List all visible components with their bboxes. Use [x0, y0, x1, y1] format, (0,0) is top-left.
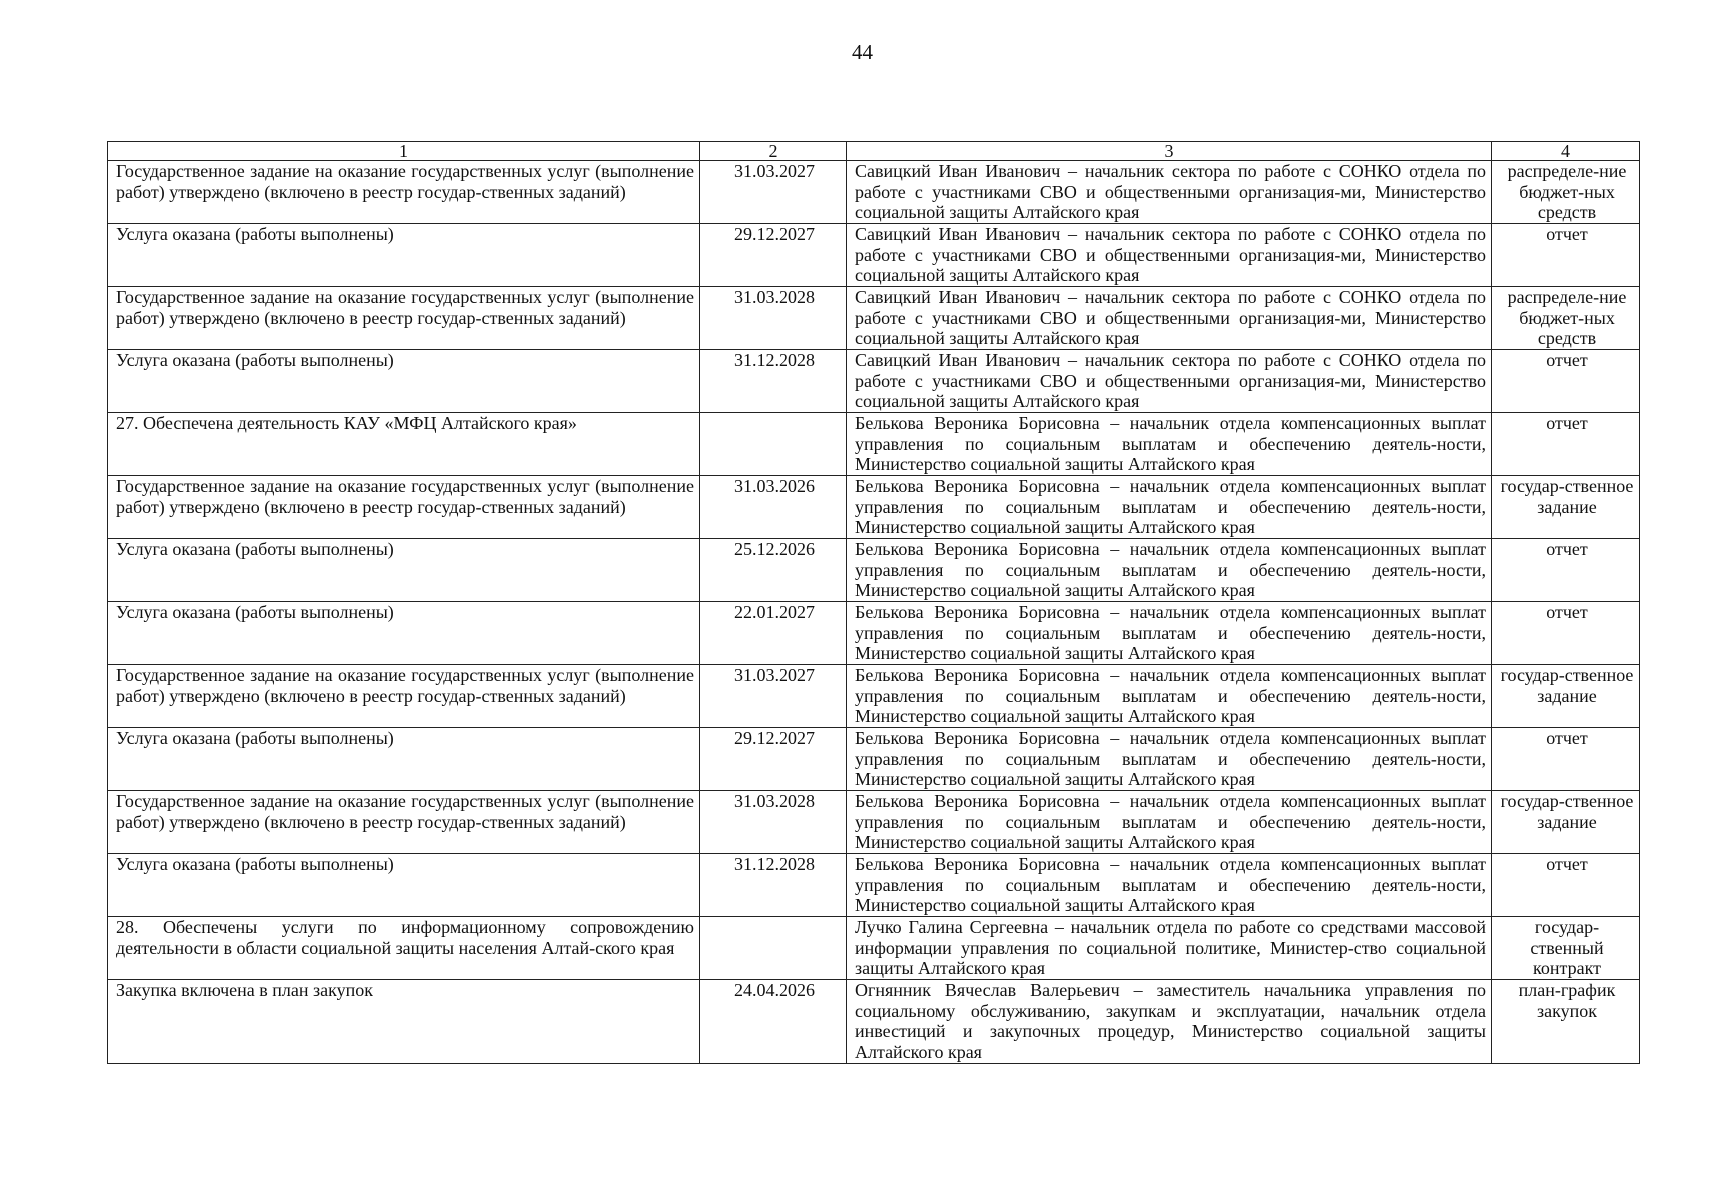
- event-cell: 27. Обеспечена деятельность КАУ «МФЦ Алтайского края»: [108, 413, 700, 476]
- document-cell: отчет: [1492, 728, 1640, 791]
- date-cell: 31.03.2027: [700, 665, 847, 728]
- responsible-cell: Белькова Вероника Борисовна – начальник отдела компенсационных выплат управления по социальным выплатам и обеспечению деятель-ности, Министерство социальной защиты Алтайского края: [847, 854, 1492, 917]
- table-row: [108, 287, 1640, 350]
- responsible-cell: Савицкий Иван Иванович – начальник сектора по работе с СОНКО отдела по работе с участниками СВО и общественными организация-ми, Министерство социальной защиты Алтайского края: [847, 350, 1492, 413]
- document-cell: отчет: [1492, 224, 1640, 287]
- document-cell: отчет: [1492, 350, 1640, 413]
- date-cell: 25.12.2026: [700, 539, 847, 602]
- column-header-3: 3: [847, 142, 1492, 161]
- event-cell: Услуга оказана (работы выполнены): [108, 854, 700, 917]
- column-header-2: 2: [700, 142, 847, 161]
- responsible-cell: Савицкий Иван Иванович – начальник сектора по работе с СОНКО отдела по работе с участниками СВО и общественными организация-ми, Министерство социальной защиты Алтайского края: [847, 161, 1492, 224]
- column-number-row: [108, 142, 1640, 161]
- date-cell: 24.04.2026: [700, 980, 847, 1064]
- table-body: [108, 161, 1640, 1064]
- responsible-cell: Савицкий Иван Иванович – начальник сектора по работе с СОНКО отдела по работе с участниками СВО и общественными организация-ми, Министерство социальной защиты Алтайского края: [847, 224, 1492, 287]
- date-cell: 31.12.2028: [700, 854, 847, 917]
- event-cell: Услуга оказана (работы выполнены): [108, 539, 700, 602]
- table-row: [108, 539, 1640, 602]
- event-cell: 28. Обеспечены услуги по информационному сопровождению деятельности в области социальной защиты населения Алтай-ского края: [108, 917, 700, 980]
- table-row: [108, 791, 1640, 854]
- table-row: [108, 728, 1640, 791]
- column-header-4: 4: [1492, 142, 1640, 161]
- date-cell: [700, 917, 847, 980]
- date-cell: 31.03.2027: [700, 161, 847, 224]
- responsible-cell: Белькова Вероника Борисовна – начальник отдела компенсационных выплат управления по социальным выплатам и обеспечению деятель-ности, Министерство социальной защиты Алтайского края: [847, 413, 1492, 476]
- date-cell: 22.01.2027: [700, 602, 847, 665]
- table-row: [108, 917, 1640, 980]
- table-row: [108, 980, 1640, 1064]
- table-row: [108, 602, 1640, 665]
- event-cell: Государственное задание на оказание государственных услуг (выполнение работ) утверждено (включено в реестр государ-ственных заданий): [108, 476, 700, 539]
- date-cell: 29.12.2027: [700, 224, 847, 287]
- table-row: [108, 476, 1640, 539]
- responsible-cell: Белькова Вероника Борисовна – начальник отдела компенсационных выплат управления по социальным выплатам и обеспечению деятель-ности, Министерство социальной защиты Алтайского края: [847, 665, 1492, 728]
- table-row: [108, 413, 1640, 476]
- date-cell: 31.12.2028: [700, 350, 847, 413]
- date-cell: 31.03.2028: [700, 791, 847, 854]
- page-number: 44: [852, 40, 873, 64]
- responsible-cell: Белькова Вероника Борисовна – начальник отдела компенсационных выплат управления по социальным выплатам и обеспечению деятель-ности, Министерство социальной защиты Алтайского края: [847, 539, 1492, 602]
- event-cell: Государственное задание на оказание государственных услуг (выполнение работ) утверждено (включено в реестр государ-ственных заданий): [108, 791, 700, 854]
- event-cell: Государственное задание на оказание государственных услуг (выполнение работ) утверждено (включено в реестр государ-ственных заданий): [108, 161, 700, 224]
- table-row: [108, 350, 1640, 413]
- document-cell: государ-ственное задание: [1492, 791, 1640, 854]
- plan-table: [107, 141, 1640, 1064]
- event-cell: Государственное задание на оказание государственных услуг (выполнение работ) утверждено (включено в реестр государ-ственных заданий): [108, 665, 700, 728]
- document-cell: государ-ственное задание: [1492, 665, 1640, 728]
- document-cell: распределе-ние бюджет-ных средств: [1492, 287, 1640, 350]
- event-cell: Услуга оказана (работы выполнены): [108, 350, 700, 413]
- responsible-cell: Белькова Вероника Борисовна – начальник отдела компенсационных выплат управления по социальным выплатам и обеспечению деятель-ности, Министерство социальной защиты Алтайского края: [847, 602, 1492, 665]
- document-cell: план-график закупок: [1492, 980, 1640, 1064]
- column-header-1: 1: [108, 142, 700, 161]
- event-cell: Услуга оказана (работы выполнены): [108, 728, 700, 791]
- document-cell: отчет: [1492, 413, 1640, 476]
- document-cell: отчет: [1492, 602, 1640, 665]
- event-cell: Услуга оказана (работы выполнены): [108, 602, 700, 665]
- event-cell: Закупка включена в план закупок: [108, 980, 700, 1064]
- responsible-cell: Савицкий Иван Иванович – начальник сектора по работе с СОНКО отдела по работе с участниками СВО и общественными организация-ми, Министерство социальной защиты Алтайского края: [847, 287, 1492, 350]
- table-row: [108, 665, 1640, 728]
- date-cell: [700, 413, 847, 476]
- table-row: [108, 854, 1640, 917]
- document-cell: отчет: [1492, 854, 1640, 917]
- table-row: [108, 224, 1640, 287]
- responsible-cell: Белькова Вероника Борисовна – начальник отдела компенсационных выплат управления по социальным выплатам и обеспечению деятель-ности, Министерство социальной защиты Алтайского края: [847, 728, 1492, 791]
- date-cell: 31.03.2028: [700, 287, 847, 350]
- document-cell: государ-ственный контракт: [1492, 917, 1640, 980]
- date-cell: 31.03.2026: [700, 476, 847, 539]
- responsible-cell: Белькова Вероника Борисовна – начальник отдела компенсационных выплат управления по социальным выплатам и обеспечению деятель-ности, Министерство социальной защиты Алтайского края: [847, 791, 1492, 854]
- responsible-cell: Огнянник Вячеслав Валерьевич – заместитель начальника управления по социальному обслуживанию, закупкам и эксплуатации, начальник отдела инвестиций и закупочных процедур, Министерство социальной защиты Алтайского края: [847, 980, 1492, 1064]
- date-cell: 29.12.2027: [700, 728, 847, 791]
- responsible-cell: Белькова Вероника Борисовна – начальник отдела компенсационных выплат управления по социальным выплатам и обеспечению деятель-ности, Министерство социальной защиты Алтайского края: [847, 476, 1492, 539]
- responsible-cell: Лучко Галина Сергеевна – начальник отдела по работе со средствами массовой информации управления по социальной политике, Министер-ство социальной защиты Алтайского края: [847, 917, 1492, 980]
- document-cell: распределе-ние бюджет-ных средств: [1492, 161, 1640, 224]
- event-cell: Государственное задание на оказание государственных услуг (выполнение работ) утверждено (включено в реестр государ-ственных заданий): [108, 287, 700, 350]
- table-row: [108, 161, 1640, 224]
- document-cell: государ-ственное задание: [1492, 476, 1640, 539]
- document-cell: отчет: [1492, 539, 1640, 602]
- event-cell: Услуга оказана (работы выполнены): [108, 224, 700, 287]
